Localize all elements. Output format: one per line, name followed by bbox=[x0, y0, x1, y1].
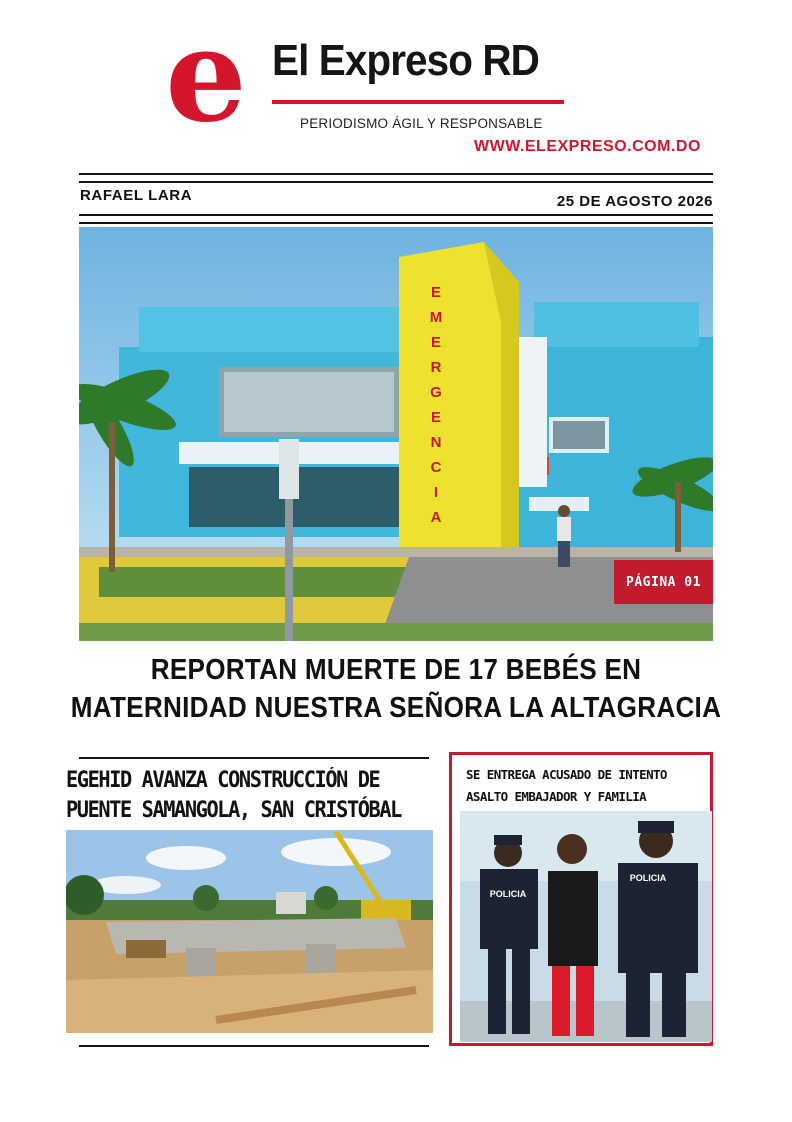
slogan: PERIODISMO ÁGIL Y RESPONSABLE bbox=[300, 116, 543, 131]
left-story-headline-line-1: EGEHID AVANZA CONSTRUCCIÓN DE bbox=[66, 768, 380, 793]
svg-text:R: R bbox=[430, 359, 442, 376]
svg-text:I: I bbox=[433, 484, 439, 501]
left-story-bottom-rule bbox=[79, 1045, 429, 1047]
svg-text:E: E bbox=[430, 334, 442, 351]
svg-text:A: A bbox=[430, 509, 442, 526]
vest-label-left: POLICIA bbox=[489, 889, 527, 899]
left-story-headline-line-2: PUENTE SAMANGOLA, SAN CRISTÓBAL bbox=[66, 798, 401, 823]
author-name: RAFAEL LARA bbox=[80, 187, 193, 204]
right-story-headline-line-1: SE ENTREGA ACUSADO DE INTENTO bbox=[466, 767, 667, 782]
svg-text:E: E bbox=[430, 409, 442, 426]
publication-date: 25 DE AGOSTO 2026 bbox=[556, 193, 713, 210]
right-story-headline[interactable] bbox=[466, 764, 716, 808]
vest-label-right: POLICIA bbox=[629, 873, 667, 883]
left-story-headline[interactable] bbox=[66, 766, 416, 826]
main-headline-line-1: REPORTAN MUERTE DE 17 BEBÉS EN bbox=[150, 654, 642, 686]
svg-text:G: G bbox=[430, 384, 442, 401]
arrest-photo bbox=[460, 811, 712, 1042]
brand-logo-icon bbox=[158, 30, 258, 134]
brand-underline bbox=[272, 100, 564, 104]
svg-text:C: C bbox=[430, 459, 442, 476]
left-story-top-rule bbox=[79, 757, 429, 759]
byline-divider bbox=[79, 214, 713, 224]
website-link[interactable]: WWW.ELEXPRESO.COM.DO bbox=[474, 138, 701, 155]
svg-text:M: M bbox=[429, 309, 443, 326]
svg-text:N: N bbox=[430, 434, 442, 451]
right-story-headline-line-2: ASALTO EMBAJADOR Y FAMILIA bbox=[466, 789, 647, 804]
page-number-badge: PÁGINA 01 bbox=[614, 560, 713, 604]
main-headline[interactable] bbox=[58, 651, 735, 727]
bridge-photo bbox=[66, 830, 433, 1033]
logo-letter: e bbox=[165, 30, 247, 134]
brand-name: El Expreso RD bbox=[272, 36, 540, 85]
top-divider bbox=[79, 173, 713, 183]
svg-text:E: E bbox=[430, 284, 442, 301]
main-headline-line-2: MATERNIDAD NUESTRA SEÑORA LA ALTAGRACIA bbox=[70, 692, 722, 724]
